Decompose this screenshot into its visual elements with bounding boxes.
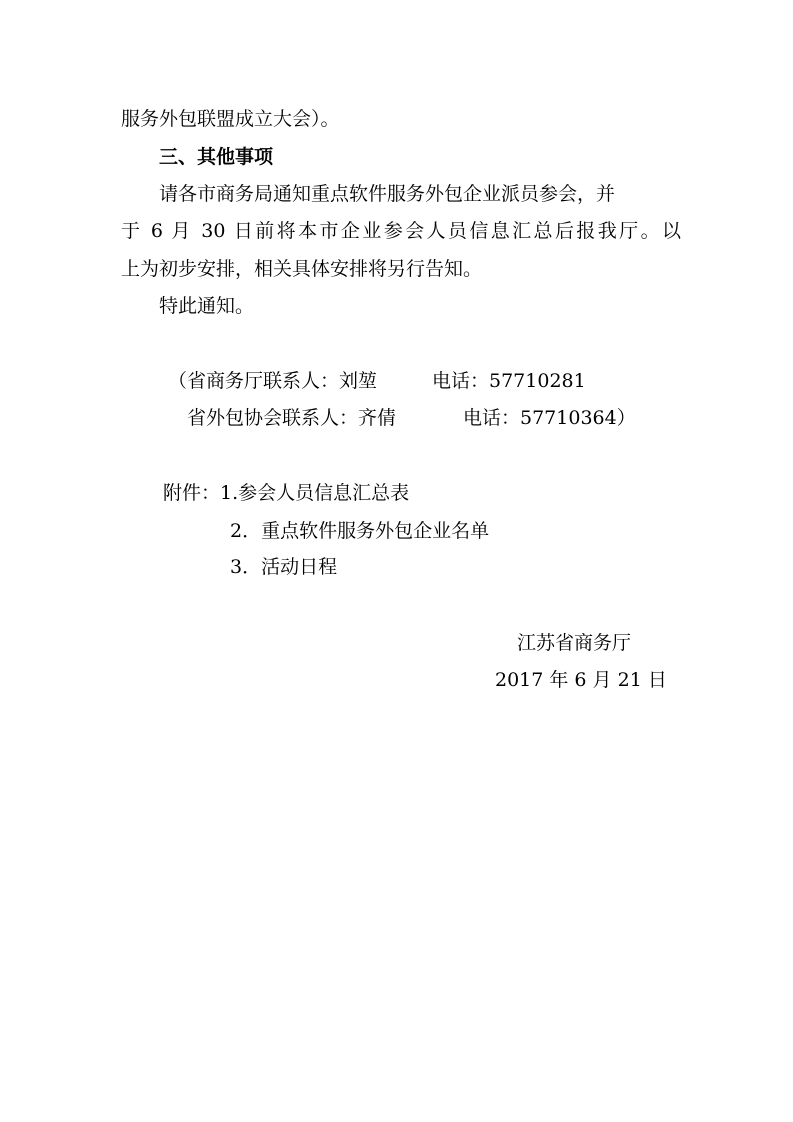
body-text-line: 于 6 月 30 日前将本市企业参会人员信息汇总后报我厅。以 [121, 220, 681, 242]
attachment-line [163, 475, 723, 511]
body-text-line: 服务外包联盟成立大会）。 [121, 108, 340, 130]
contact-phone: 电话：57710281 [432, 370, 586, 392]
signature-date: 2017 年 6 月 21 日 [495, 669, 667, 691]
signature-org: 江苏省商务厅 [517, 632, 632, 654]
contact-line [168, 363, 728, 399]
contact-phone: 电话：57710364） [463, 407, 636, 429]
attachment-item: 3．活动日程 [230, 556, 338, 578]
body-text-line: 请各市商务局通知重点软件服务外包企业派员参会，并 [159, 183, 616, 205]
contact-name: 省外包协会联系人：齐倩 [187, 407, 397, 429]
closing-notice: 特此通知。 [159, 295, 255, 317]
contact-line [187, 400, 747, 436]
contact-name: （省商务厅联系人：刘堃 [168, 370, 378, 392]
attachment-label: 附件： [163, 482, 221, 504]
body-text-line: 上为初步安排，相关具体安排将另行告知。 [121, 258, 483, 280]
attachment-item: 1.参会人员信息汇总表 [220, 482, 410, 504]
section-heading: 三、其他事项 [159, 146, 274, 168]
attachment-item: 2．重点软件服务外包企业名单 [230, 520, 490, 542]
